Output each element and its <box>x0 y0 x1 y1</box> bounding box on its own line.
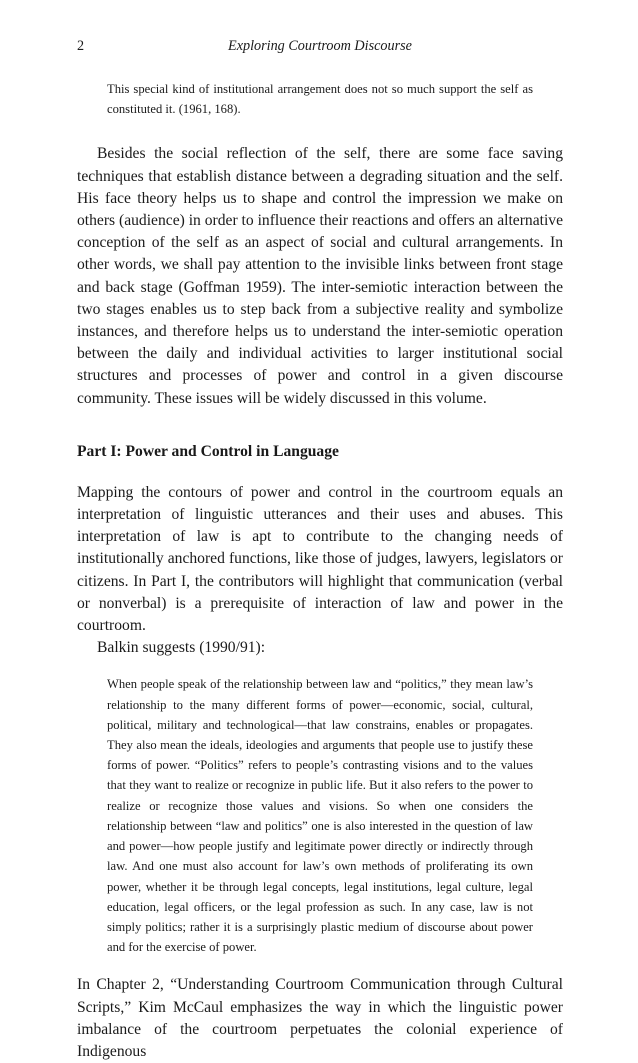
page-number: 2 <box>77 38 85 54</box>
page-header <box>77 36 563 56</box>
block-quote-goffman: This special kind of institutional arrangement does not so much support the self as constituted it. (1961, 168). <box>107 82 533 117</box>
section-heading-part-one: Part I: Power and Control in Language <box>77 442 339 460</box>
body-paragraph-balkin-intro: Balkin suggests (1990/91): <box>97 639 266 657</box>
running-title: Exploring Courtroom Discourse <box>228 38 412 54</box>
body-paragraph-face-theory: Besides the social reflection of the self, there are some face saving techniques that establish distance between a degrading situation and the self. His face theory helps us to shape and control the impression we make on others (audience) in order to influence their reactions and offers an alternative conception of the self as an aspect of social and cultural arrangements. In other words, we shall pay attention to the invisible links between front stage and back stage (Goffman 1959). The inter-semiotic interaction between the two stages enables us to step back from a subjective reality and symbolize instances, and therefore helps us to understand the inter-semiotic operation between the daily and individual activities to larger institutional social structures and processes of power and control in a given discourse community. These issues will be widely discussed in this volume. <box>77 145 563 407</box>
block-quote-balkin: When people speak of the relationship between law and “politics,” they mean law’s relationship to the many different forms of power—economic, social, cultural, political, military and technological—that law constrains, enables or propagates. They also mean the ideals, ideologies and arguments that people use to justify these forms of power. “Politics” refers to people’s contrasting visions and to the values that they want to realize or recognize in public life. But it also refers to the power to realize or recognize those values and visions. So when one considers the relationship between “law and politics” one is also interested in the question of law and power—how people justify and legitimate power directly or indirectly through law. And one must also account for law’s own methods of proliferating its own power, whether it be through legal concepts, legal institutions, legal culture, legal education, legal officers, or the legal profession as such. In any case, law is not simply politics; rather it is a surprisingly plastic medium of discourse about power and for the exercise of power. <box>107 677 533 955</box>
body-paragraph-chapter-two: In Chapter 2, “Understanding Courtroom Communication through Cultural Scripts,” Kim McCaul emphasizes the way in which the linguistic power imbalance of the courtroom perpetuates the colonial experience of Indigenous <box>77 976 563 1060</box>
page-content <box>77 79 563 1063</box>
body-paragraph-mapping: Mapping the contours of power and control in the courtroom equals an interpretation of linguistic utterances and their uses and abuses. This interpretation of law is apt to contribute to the changing needs of institutionally anchored functions, like those of judges, lawyers, legislators or citizens. In Part I, the contributors will highlight that communication (verbal or nonverbal) is a prerequisite of interaction of law and power in the courtroom. <box>77 483 563 635</box>
